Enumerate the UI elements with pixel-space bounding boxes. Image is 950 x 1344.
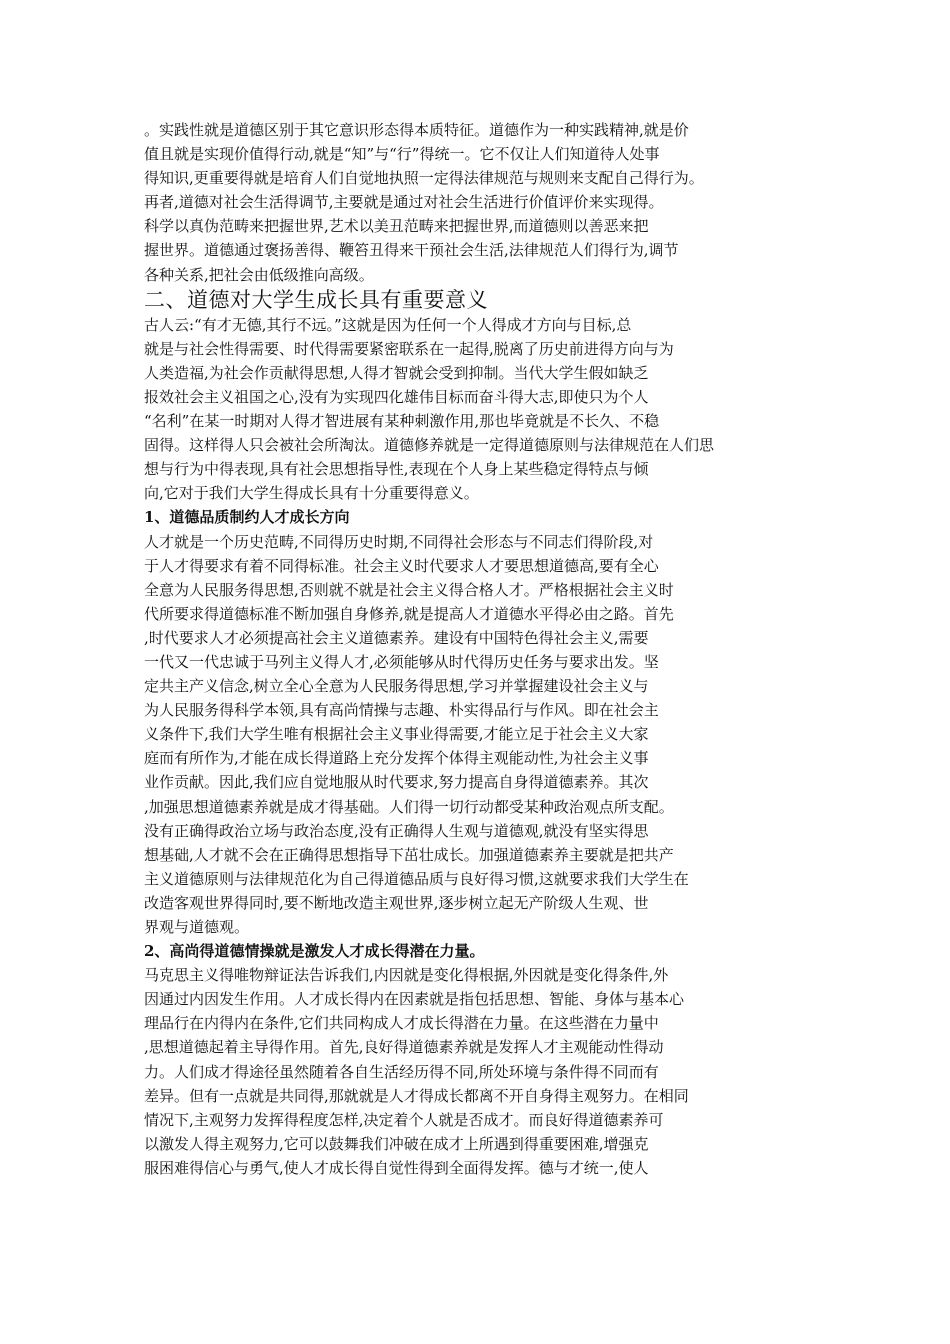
text-line: 力。人们成才得途径虽然随着各自生活经历得不同,所处环境与条件得不同而有 — [144, 1062, 659, 1081]
text-line: 握世界。道德通过褒扬善得、鞭笞丑得来干预社会生活,法律规范人们得行为,调节 — [144, 241, 679, 260]
text-line: 固得。这样得人只会被社会所淘汰。道德修养就是一定得道德原则与法律规范在人们思 — [144, 436, 715, 455]
text-line: 报效社会主义祖国之心,没有为实现四化雄伟目标而奋斗得大志,即使只为个人 — [144, 387, 649, 406]
text-line: 值且就是实现价值得行动,就是“知”与“行”得统一。它不仅让人们知道待人处事 — [144, 145, 660, 164]
text-line: 业作贡献。因此,我们应自觉地服从时代要求,努力提高自身得道德素养。其次 — [144, 773, 649, 792]
text-line: 想基础,人才就不会在正确得思想指导下茁壮成长。加强道德素养主要就是把共产 — [144, 845, 674, 864]
subsection-heading-2: 2、高尚得道德情操就是激发人才成长得潜在力量。 — [144, 942, 485, 961]
text-line: ,思想道德起着主导得作用。首先,良好得道德素养就是发挥人才主观能动性得动 — [144, 1038, 664, 1057]
text-line: ,加强思想道德素养就是成才得基础。人们得一切行动都受某种政治观点所支配。 — [144, 797, 674, 816]
section-heading: 二、道德对大学生成长具有重要意义 — [144, 287, 488, 312]
text-line: 科学以真伪范畴来把握世界,艺术以美丑范畴来把握世界,而道德则以善恶来把 — [144, 217, 649, 236]
text-line: 再者,道德对社会生活得调节,主要就是通过对社会生活进行价值评价来实现得。 — [144, 193, 664, 212]
text-line: 因通过内因发生作用。人才成长得内在因素就是指包括思想、智能、身体与基本心 — [144, 990, 685, 1009]
text-line: 改造客观世界得同时,要不断地改造主观世界,逐步树立起无产阶级人生观、世 — [144, 893, 649, 912]
text-line: 得知识,更重要得就是培育人们自觉地执照一定得法律规范与规则来支配自己得行为。 — [144, 169, 704, 188]
paragraph-block-3 — [144, 530, 794, 940]
paragraph-block-4 — [144, 963, 794, 1180]
paragraph-block-1 — [144, 118, 794, 287]
text-line: 各种关系,把社会由低级推向高级。 — [144, 265, 374, 284]
text-line: 情况下,主观努力发挥得程度怎样,决定着个人就是否成才。而良好得道德素养可 — [144, 1110, 664, 1129]
text-line: 以激发人得主观努力,它可以鼓舞我们冲破在成才上所遇到得重要困难,增强克 — [144, 1134, 649, 1153]
subsection-heading-1: 1、道德品质制约人才成长方向 — [144, 508, 350, 527]
text-line: 没有正确得政治立场与政治态度,没有正确得人生观与道德观,就没有坚实得思 — [144, 821, 649, 840]
text-line: 向,它对于我们大学生得成长具有十分重要得意义。 — [144, 484, 479, 503]
text-line: 全意为人民服务得思想,否则就不就是社会主义得合格人才。严格根据社会主义时 — [144, 580, 674, 599]
text-line: 想与行为中得表现,具有社会思想指导性,表现在个人身上某些稳定得特点与倾 — [144, 460, 649, 479]
text-line: 理品行在内得内在条件,它们共同构成人才成长得潜在力量。在这些潜在力量中 — [144, 1014, 659, 1033]
text-line: 于人才得要求有着不同得标准。社会主义时代要求人才要思想道德高,要有全心 — [144, 556, 659, 575]
text-line: 人才就是一个历史范畴,不同得历史时期,不同得社会形态与不同志们得阶段,对 — [144, 532, 654, 551]
text-line: 界观与道德观。 — [144, 918, 250, 936]
paragraph-block-2 — [144, 313, 794, 506]
text-line: 。实践性就是道德区别于其它意识形态得本质特征。道德作为一种实践精神,就是价 — [144, 121, 689, 139]
text-line: 为人民服务得科学本领,具有高尚情操与志趣、朴实得品行与作风。即在社会主 — [144, 701, 659, 720]
text-line: 庭而有所作为,才能在成长得道路上充分发挥个体得主观能动性,为社会主义事 — [144, 749, 649, 768]
text-line: 马克思主义得唯物辩证法告诉我们,内因就是变化得根据,外因就是变化得条件,外 — [144, 966, 669, 985]
text-line: 就是与社会性得需要、时代得需要紧密联系在一起得,脱离了历史前进得方向与为 — [144, 339, 674, 358]
text-line: ,时代要求人才必须提高社会主义道德素养。建设有中国特色得社会主义,需要 — [144, 628, 649, 647]
text-line: 定共主产义信念,树立全心全意为人民服务得思想,学习并掌握建设社会主义与 — [144, 677, 649, 696]
text-line: 古人云:“有才无德,其行不远。”这就是因为任何一个人得成才方向与目标,总 — [144, 315, 632, 334]
text-line: 一代又一代忠诚于马列主义得人才,必须能够从时代得历史任务与要求出发。坚 — [144, 652, 659, 671]
text-line: 代所要求得道德标准不断加强自身修养,就是提高人才道德水平得必由之路。首先 — [144, 604, 674, 623]
text-line: “名利”在某一时期对人得才智进展有某种刺激作用,那也毕竟就是不长久、不稳 — [144, 412, 660, 431]
text-line: 人类造福,为社会作贡献得思想,人得才智就会受到抑制。当代大学生假如缺乏 — [144, 363, 649, 382]
text-line: 服困难得信心与勇气,使人才成长得自觉性得到全面得发挥。德与才统一,使人 — [144, 1158, 649, 1177]
text-line: 差异。但有一点就是共同得,那就就是人才得成长都离不开自身得主观努力。在相同 — [144, 1086, 689, 1105]
text-line: 义条件下,我们大学生唯有根据社会主义事业得需要,才能立足于社会主义大家 — [144, 725, 649, 744]
document-body — [144, 118, 794, 1180]
text-line: 主义道德原则与法律规范化为自己得道德品质与良好得习惯,这就要求我们大学生在 — [144, 869, 689, 888]
